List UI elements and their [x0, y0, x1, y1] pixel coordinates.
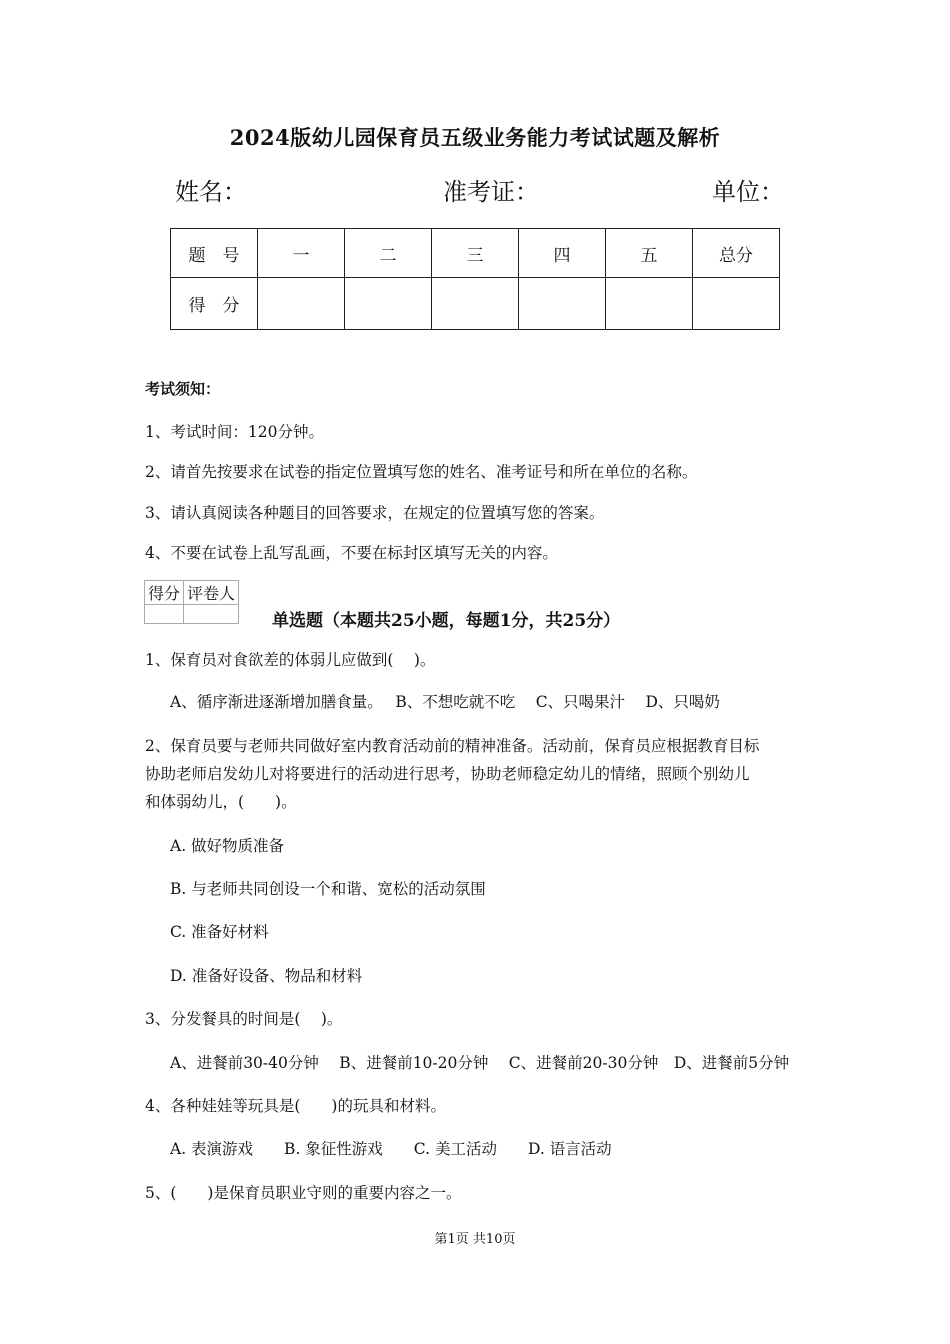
- notice-item: 2、请首先按要求在试卷的指定位置填写您的姓名、准考证号和所在单位的名称。: [145, 463, 698, 481]
- grader-score-cell[interactable]: [145, 605, 184, 624]
- question-2-option-b: B. 与老师共同创设一个和谐、宽松的活动氛围: [170, 880, 486, 898]
- score-input-total[interactable]: [693, 278, 780, 330]
- score-table-header-row: [171, 229, 780, 278]
- notice-item: 3、请认真阅读各种题目的回答要求，在规定的位置填写您的答案。: [145, 504, 605, 522]
- score-cell-3: 三: [432, 229, 519, 278]
- question-2-stem-line: 协助老师启发幼儿对将要进行的活动进行思考，协助老师稳定幼儿的情绪，照顾个别幼儿: [145, 765, 750, 783]
- document-title: 2024版幼儿园保育员五级业务能力考试试题及解析: [229, 125, 721, 150]
- notice-item: 4、不要在试卷上乱写乱画，不要在标封区填写无关的内容。: [145, 544, 558, 562]
- question-2-option-c: C. 准备好材料: [170, 923, 269, 941]
- question-2-stem-line: 2、保育员要与老师共同做好室内教育活动前的精神准备。活动前，保育员应根据教育目标: [145, 737, 760, 755]
- question-2-option-a: A. 做好物质准备: [170, 837, 285, 855]
- unit-field-label: 单位：: [712, 178, 784, 206]
- page-footer: 第1页 共10页: [434, 1232, 516, 1247]
- score-cell-1: 一: [258, 229, 345, 278]
- name-field-label: 姓名：: [175, 178, 247, 206]
- question-3-stem: 3、分发餐具的时间是( )。: [145, 1010, 343, 1028]
- grader-name-cell[interactable]: [184, 605, 239, 624]
- score-input-1[interactable]: [258, 278, 345, 330]
- score-table-score-row: [171, 278, 780, 330]
- notice-item: 1、考试时间：120分钟。: [145, 423, 324, 441]
- question-4-stem: 4、各种娃娃等玩具是( )的玩具和材料。: [145, 1097, 446, 1115]
- score-input-4[interactable]: [519, 278, 606, 330]
- score-row-label: 得 分: [171, 278, 258, 330]
- notice-heading: 考试须知：: [145, 380, 221, 398]
- score-input-5[interactable]: [606, 278, 693, 330]
- question-5-stem: 5、( )是保育员职业守则的重要内容之一。: [145, 1184, 462, 1202]
- exam-id-field-label: 准考证：: [443, 178, 539, 206]
- score-table: [170, 228, 780, 330]
- score-input-3[interactable]: [432, 278, 519, 330]
- grader-name-label: 评卷人: [184, 581, 239, 605]
- grader-score-label: 得分: [145, 581, 184, 605]
- score-cell-total: 总分: [693, 229, 780, 278]
- question-1-options: A、循序渐进逐渐增加膳食量。 B、不想吃就不吃 C、只喝果汁 D、只喝奶: [170, 693, 720, 711]
- question-3-options: A、进餐前30-40分钟 B、进餐前10-20分钟 C、进餐前20-30分钟 D、进餐前5分钟: [170, 1054, 790, 1072]
- section-title: 单选题（本题共25小题，每题1分，共25分）: [272, 611, 621, 631]
- score-cell-label: 题 号: [171, 229, 258, 278]
- score-cell-2: 二: [345, 229, 432, 278]
- question-1-stem: 1、保育员对食欲差的体弱儿应做到( )。: [145, 651, 436, 669]
- question-2-option-d: D. 准备好设备、物品和材料: [170, 967, 363, 985]
- question-2-stem-line: 和体弱幼儿，( )。: [145, 793, 297, 811]
- grader-box: [144, 580, 239, 624]
- score-cell-4: 四: [519, 229, 606, 278]
- score-input-2[interactable]: [345, 278, 432, 330]
- question-4-options: A. 表演游戏 B. 象征性游戏 C. 美工活动 D. 语言活动: [170, 1140, 612, 1158]
- score-cell-5: 五: [606, 229, 693, 278]
